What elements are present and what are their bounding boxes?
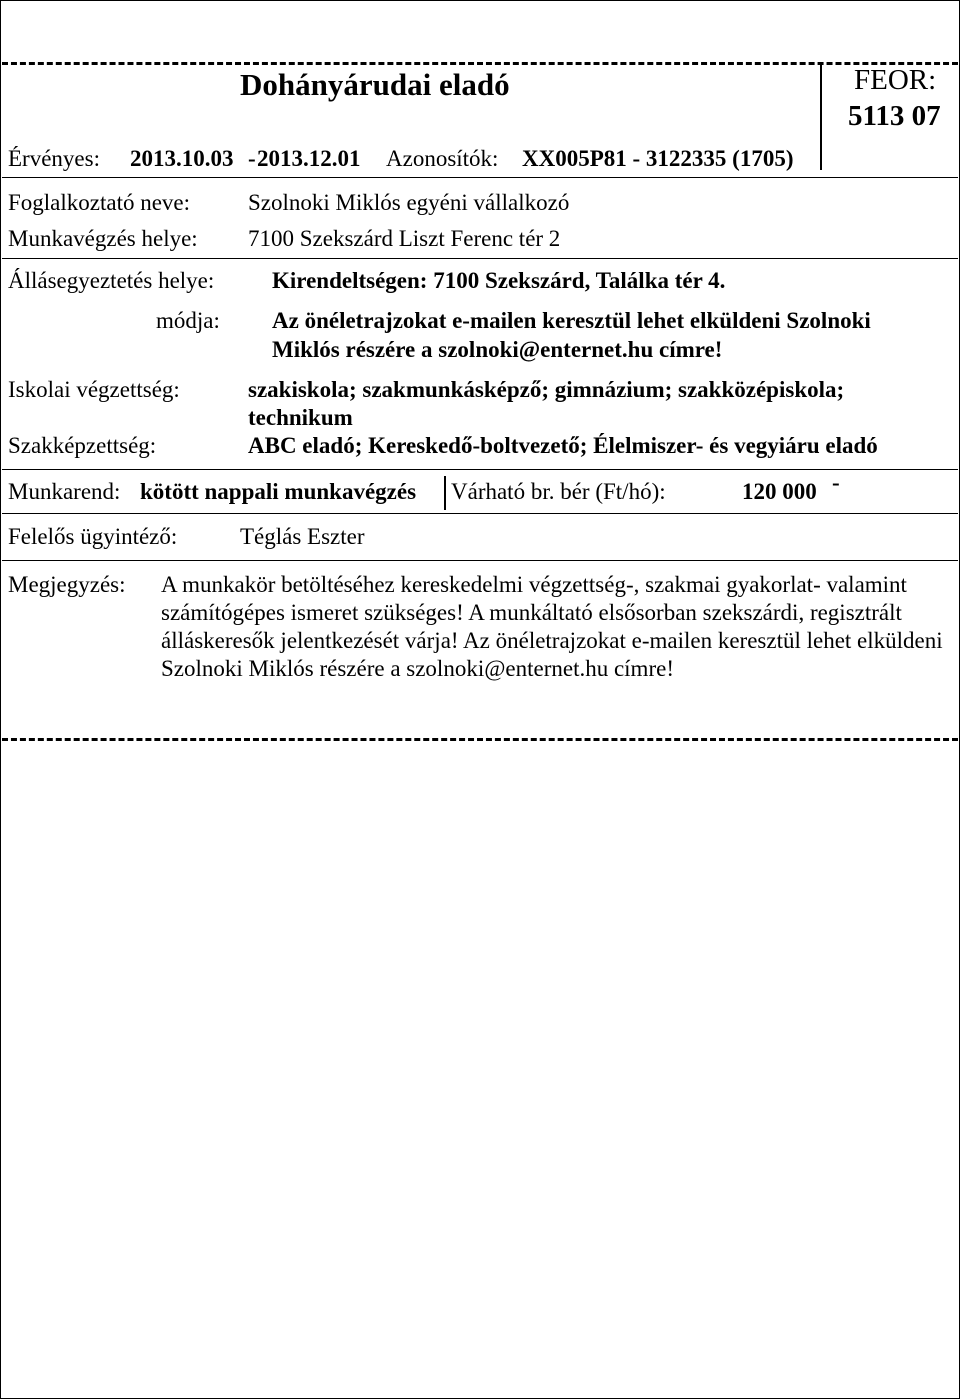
qualification-label: Szakképzettség: — [8, 433, 157, 458]
separator-line — [2, 513, 958, 514]
ids-value: XX005P81 - 3122335 (1705) — [522, 146, 794, 171]
salary-divider — [444, 476, 446, 510]
schedule-value: kötött nappali munkavégzés — [140, 479, 417, 504]
education-label: Iskolai végzettség: — [8, 377, 180, 402]
contact-value: Téglás Eszter — [240, 524, 365, 549]
feor-label: FEOR: — [854, 64, 937, 96]
workplace-label: Munkavégzés helye: — [8, 226, 198, 251]
feor-divider — [820, 62, 822, 170]
schedule-label: Munkarend: — [8, 479, 121, 504]
feor-code: 5113 07 — [848, 100, 941, 132]
interview-mode-label: módja: — [156, 308, 220, 333]
qualification-value: ABC eladó; Kereskedő-boltvezető; Élelmiszer- és vegyiáru eladó — [248, 433, 878, 458]
separator-line — [2, 560, 958, 561]
valid-from: 2013.10.03 — [130, 146, 234, 171]
job-title: Dohányárudai eladó — [240, 67, 510, 102]
note-label: Megjegyzés: — [8, 572, 126, 597]
salary-label: Várható br. bér (Ft/hó): — [451, 479, 666, 504]
valid-to: 2013.12.01 — [257, 146, 361, 171]
separator-line — [2, 258, 958, 259]
note-text: A munkakör betöltéséhez kereskedelmi végzettség-, szakmai gyakorlat- valamint számítógépes ismeret szükséges! A munkáltató elsősorban szekszárdi, regisztrált álláskeresők jelentkezését várja! Az önéletrajzokat e-mailen keresztül lehet elküldeni Szolnoki Miklós részére a szolnoki@enternet.hu címre! — [161, 572, 943, 681]
interview-mode-line1: Az önéletrajzokat e-mailen keresztül lehet elküldeni Szolnoki — [272, 308, 871, 333]
separator-line — [2, 469, 958, 470]
salary-value: 120 000 — [742, 479, 817, 504]
interview-place-value: Kirendeltségen: 7100 Szekszárd, Találka tér 4. — [272, 268, 726, 293]
workplace-value: 7100 Szekszárd Liszt Ferenc tér 2 — [248, 226, 561, 251]
education-line1: szakiskola; szakmunkásképző; gimnázium; szakközépiskola; — [248, 377, 845, 402]
interview-place-label: Állásegyeztetés helye: — [8, 268, 215, 293]
salary-dash: - — [832, 470, 840, 495]
employer-name-value: Szolnoki Miklós egyéni vállalkozó — [248, 190, 570, 215]
top-dashed-separator — [2, 62, 958, 65]
contact-label: Felelős ügyintéző: — [8, 524, 178, 549]
ids-label: Azonosítók: — [386, 146, 499, 171]
bottom-dashed-separator — [2, 738, 958, 741]
valid-separator: - — [248, 146, 256, 171]
education-line2: technikum — [248, 405, 353, 430]
separator-line — [2, 177, 958, 178]
valid-label: Érvényes: — [8, 146, 100, 171]
employer-name-label: Foglalkoztató neve: — [8, 190, 191, 215]
interview-mode-line2: Miklós részére a szolnoki@enternet.hu címre! — [272, 337, 723, 362]
